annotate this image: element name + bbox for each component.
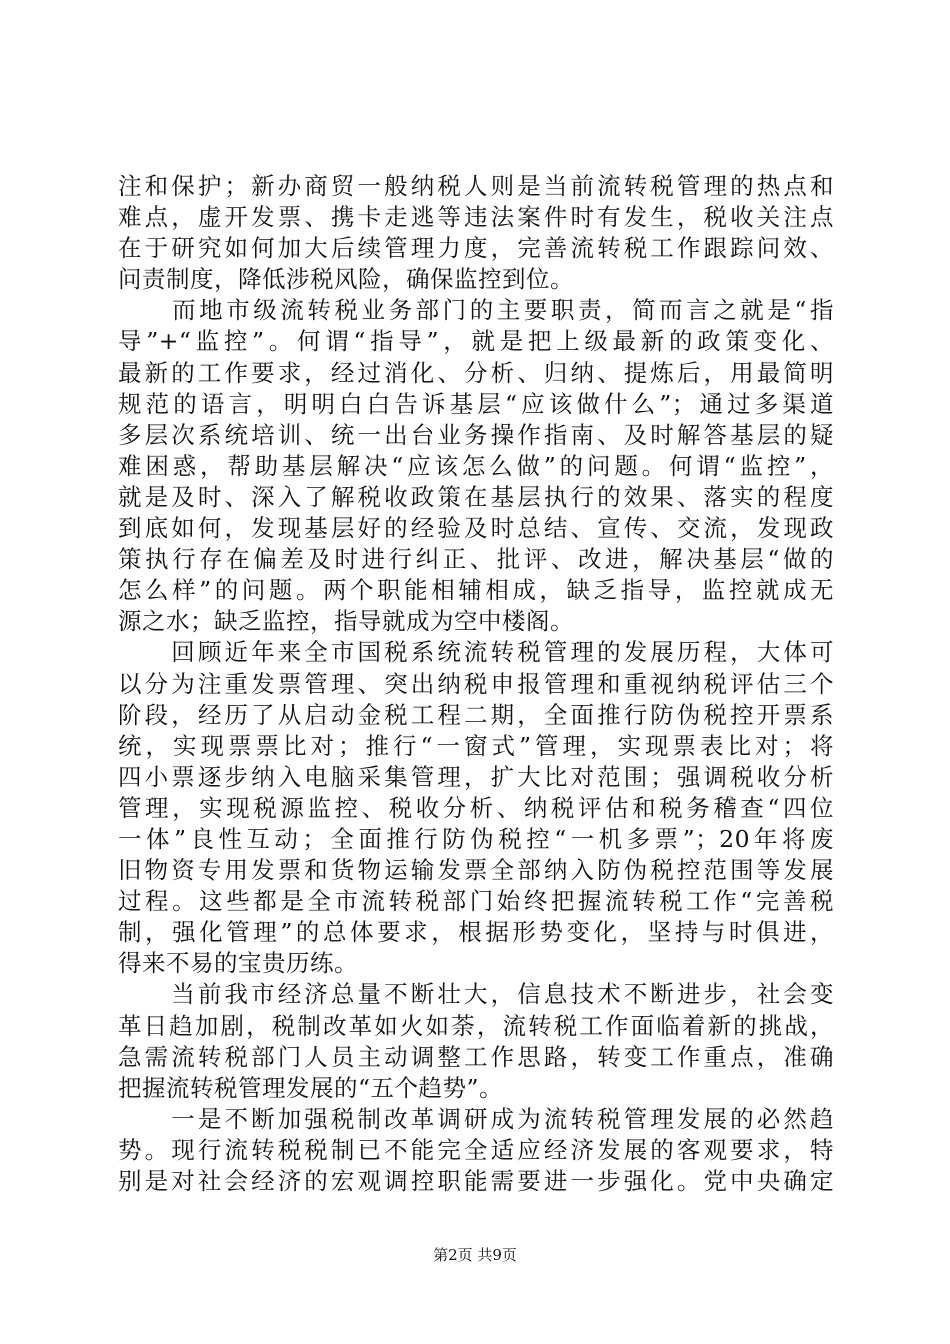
paragraph [118,1104,834,1197]
text-line: 过程。这些都是全市流转税部门始终把握流转税工作“完善税 [118,887,834,916]
text-line: 别是对社会经济的宏观调控职能需要进一步强化。党中央确定 [118,1167,834,1195]
text-line: 革日趋加剧，税制改革如火如荼，流转税工作面临着新的挑战， [118,1011,834,1040]
page-number: 第2页 共9页 [433,1246,517,1264]
text-line: 最新的工作要求，经过消化、分析、归纳、提炼后，用最简明 [118,358,834,387]
text-line: 一体”良性互动；全面推行防伪税控“一机多票”；20年将废 [118,824,834,853]
text-line: 四小票逐步纳入电脑采集管理，扩大比对范围；强调税收分析 [118,762,834,791]
text-line: 问责制度，降低涉税风险，确保监控到位。 [118,265,574,294]
text-line: 得来不易的宝贵历练。 [118,949,358,978]
text-line: 在于研究如何加大后续管理力度，完善流转税工作跟踪问效、 [118,234,834,263]
text-line: 统，实现票票比对；推行“一窗式”管理，实现票表比对；将 [118,731,834,760]
text-line: 规范的语言，明明白白告诉基层“应该做什么”；通过多渠道 [118,389,834,418]
text-line: 就是及时、深入了解税收政策在基层执行的效果、落实的程度 [118,482,834,511]
text-line: 急需流转税部门人员主动调整工作思路，转变工作重点，准确 [118,1042,834,1071]
paragraph [118,295,834,637]
text-line: 以分为注重发票管理、突出纳税申报管理和重视纳税评估三个 [118,669,834,698]
text-line: 多层次系统培训、统一出台业务操作指南、及时解答基层的疑 [118,420,834,449]
text-line: 导”+“监控”。何谓“指导”，就是把上级最新的政策变化、 [118,327,834,356]
text-line: 难困惑，帮助基层解决“应该怎么做”的问题。何谓“监控”， [118,451,834,480]
text-line: 源之水；缺乏监控，指导就成为空中楼阁。 [118,607,574,636]
text-line: 旧物资专用发票和货物运输发票全部纳入防伪税控范围等发展 [118,856,834,885]
text-line: 势。现行流转税税制已不能完全适应经济发展的客观要求，特 [118,1135,834,1164]
paragraph [118,979,834,1103]
page-footer [0,1245,950,1265]
paragraph [118,637,834,979]
text-line: 回顾近年来全市国税系统流转税管理的发展历程，大体可 [118,638,834,667]
text-line: 当前我市经济总量不断壮大，信息技术不断进步，社会变 [118,980,834,1009]
text-line: 制，强化管理”的总体要求，根据形势变化，坚持与时俱进， [118,918,834,947]
text-line: 怎么样”的问题。两个职能相辅相成，缺乏指导，监控就成无 [118,576,834,605]
text-line: 阶段，经历了从启动金税工程二期，全面推行防伪税控开票系 [118,700,834,729]
text-line: 到底如何，发现基层好的经验及时总结、宣传、交流，发现政 [118,514,834,543]
text-line: 管理，实现税源监控、税收分析、纳税评估和税务稽查“四位 [118,793,834,822]
text-line: 策执行存在偏差及时进行纠正、批评、改进，解决基层“做的 [118,545,834,574]
text-line: 难点，虚开发票、携卡走逃等违法案件时有发生，税收关注点 [118,203,834,232]
text-line: 而地市级流转税业务部门的主要职责，简而言之就是“指 [118,296,834,325]
text-line: 把握流转税管理发展的“五个趋势”。 [118,1073,504,1102]
text-line: 注和保护；新办商贸一般纳税人则是当前流转税管理的热点和 [118,172,834,200]
document-body [118,171,834,1197]
paragraph [118,171,834,295]
text-line: 一是不断加强税制改革调研成为流转税管理发展的必然趋 [118,1104,834,1133]
